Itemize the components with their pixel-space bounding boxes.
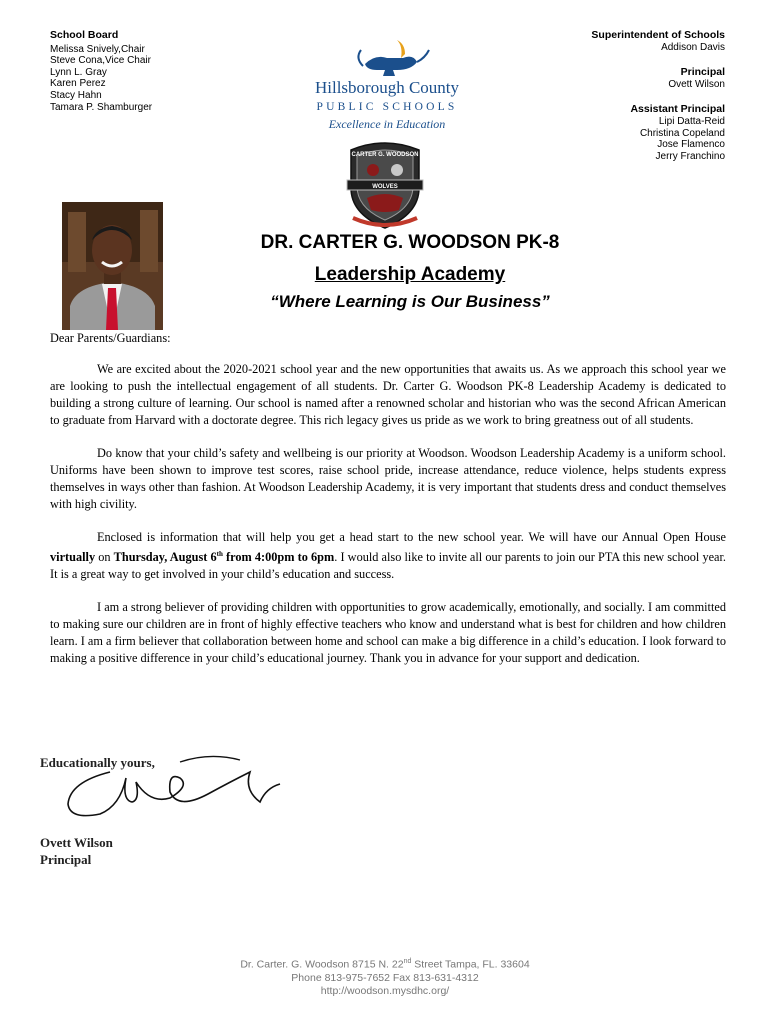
letter-greeting: Dear Parents/Guardians: <box>50 331 171 345</box>
signature-closing: Educationally yours, <box>40 755 155 770</box>
board-member: Stacy Hahn <box>50 89 102 101</box>
assistant-principal-name: Lipi Datta-Reid <box>658 115 725 127</box>
assistant-principal-name: Jerry Franchino <box>655 150 725 162</box>
assistant-principal-name: Christina Copeland <box>639 127 725 139</box>
letter-paragraph: Enclosed is information that will help you get a head start to the new school year. We will have our Annual Open House virtually on Thursday, August 6th from 4:00pm to 6pm. I would also like to invite all our parents to join our PTA this new school year. It is a great way to get involved in your child’s education and success. <box>50 530 726 582</box>
page-footer <box>0 955 770 998</box>
school-name-title: DR. CARTER G. WOODSON PK-8 <box>260 232 560 253</box>
signer-name: Ovett Wilson <box>40 835 113 850</box>
school-crest <box>343 140 427 230</box>
signature-name-block <box>40 834 113 868</box>
signature-block <box>40 742 300 832</box>
wolves-crest-icon <box>343 140 427 230</box>
academy-subtitle: Leadership Academy <box>314 264 506 285</box>
board-member: Melissa Snively,Chair <box>50 43 145 55</box>
footer-address: Dr. Carter. G. Woodson 8715 N. 22nd Street Tampa, FL. 33604 <box>240 958 530 971</box>
superintendent-heading: Superintendent of Schools <box>591 29 725 41</box>
principal-heading: Principal <box>680 66 725 79</box>
letter-paragraph: We are excited about the 2020-2021 school year and the new opportunities that awaits us. As we approach this school year we are looking to push the intellectual engagement of all students. Dr. Carter G. Woodson PK-8 Leadership Academy is dedicated to building a strong culture of learning. Our school is named after a renowned scholar and historian who was the second African American to graduate from Harvard with a doctorate degree. This rich legacy gives us pride as we work to bring greatness out of all students. <box>50 362 726 427</box>
letter-paragraph: Do know that your child’s safety and wellbeing is our priority at Woodson. Woodson Leadership Academy is a uniform school. Uniforms have been shown to improve test scores, raise school pride, increase attendance, reduce violence, helps students express themselves in ways other than fashion. At Woodson Leadership Academy, it is very important that students dress and conduct themselves with high civility. <box>50 446 726 511</box>
board-member: Steve Cona,Vice Chair <box>50 55 151 67</box>
superintendent-name: Addison Davis <box>661 41 725 53</box>
svg-text:Hillsborough County: Hillsborough County <box>314 78 460 97</box>
assistant-principal-heading: Assistant Principal <box>630 103 725 116</box>
lamp-of-learning-icon <box>305 36 470 136</box>
district-logo <box>305 36 470 136</box>
svg-text:Excellence in Education: Excellence in Education <box>328 117 446 131</box>
board-member: Tamara P. Shamburger <box>50 101 153 113</box>
signer-title: Principal <box>40 852 92 867</box>
footer-phone: Phone 813-975-7652 Fax 813-631-4312 <box>291 971 479 984</box>
school-motto: “Where Learning is Our Business” <box>270 292 550 311</box>
board-member: Lynn L. Gray <box>50 66 107 78</box>
svg-text:WOLVES: WOLVES <box>372 184 398 190</box>
principal-portrait-icon <box>62 202 163 330</box>
principal-photo <box>62 202 163 330</box>
school-board-list <box>50 30 152 113</box>
svg-text:PUBLIC SCHOOLS: PUBLIC SCHOOLS <box>316 101 458 113</box>
principal-name: Ovett Wilson <box>668 78 725 90</box>
letter-paragraph: I am a strong believer of providing children with opportunities to grow academically, emotionally, and socially. I am committed to making sure our children are in front of highly effective teachers who know and understand what is best for children and how children learn. I am a firm believer that collaboration between home and school can make a big difference in a child’s education. I look forward to making a positive difference in your child’s educational journey. Thank you in advance for your support and dedication. <box>50 600 726 666</box>
footer-url[interactable]: http://woodson.mysdhc.org/ <box>320 984 450 997</box>
school-board-heading: School Board <box>50 29 119 41</box>
letter-body <box>50 330 726 683</box>
svg-text:CARTER G. WOODSON: CARTER G. WOODSON <box>351 152 419 158</box>
assistant-principal-name: Jose Flamenco <box>657 139 725 151</box>
board-member: Karen Perez <box>50 78 106 90</box>
administration-list <box>591 30 725 162</box>
handwritten-signature-icon <box>40 742 300 832</box>
